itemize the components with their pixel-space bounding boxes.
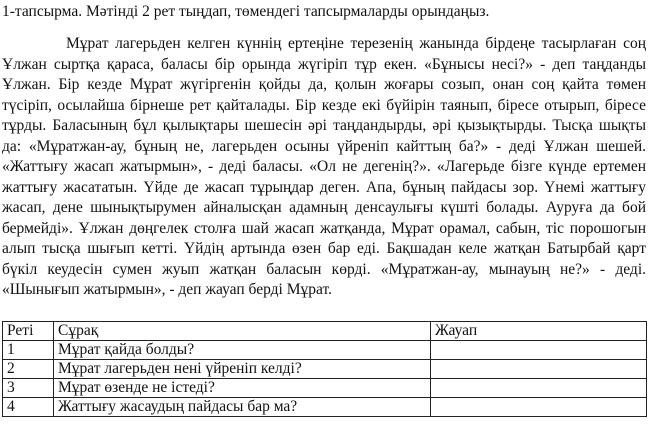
row-answer: [431, 379, 647, 398]
table-header-row: [3, 322, 647, 341]
questions-table: [2, 321, 647, 417]
row-number: 3: [3, 379, 54, 398]
passage-text: Мұрат лагерьден келген күннің ертеңіне терезенің жанында бірдеңе тасырлаған соң Ұлжан сыртқа қараса, баласы бір орында жүгіріп тұр екен. «Бұнысы несі?» - деп таңданды Ұлжан. Бір кезде Мұрат жүгіргенін қойды да, қолын жоғары созып, онан соң қайта төмен түсіріп, осылайша бірнеше рет қайталады. Бір кезде екі бүйірін таянып, біресе отырып, біресе тұрды. Баласының бұл қылықтары шешесін әрі таңдандырды, әрі қызықтырды. Тысқа шықты да: «Мұратжан-ау, бұның не, лагерьден осыны үйреніп кайттың ба?» - деді Ұлжан шешей. «Жаттығу жасап жатырмын», - деді баласы. «Ол не дегенің?». «Лагерьде бізге күнде ертемен жаттығу жасататын. Үйде де жасап тұрыңдар деген. Апа, бұның пайдасы зор. Үнемі жаттығу жасап, дене шынықтырумен айналысқан адамның денсаулығы күшті болады. Ауруға да бой бермейді». Ұлжан дөңгелек столға шай жасап жатқанда, Мұрат орамал, сабын, тіс порошогын алып тысқа шығып кетті. Үйдің артында өзен бар еді. Бақшадан келе жатқан Батырбай қарт бүкіл кеудесін сумен жуып жатқан баласын көрді. «Мұратжан-ау, мынауың не?» - деді. «Шынығып жатырмын», - деп жауап берді Мұрат.: [2, 35, 646, 298]
row-question: Мұрат қайда болды?: [54, 341, 431, 360]
table-row: [3, 398, 647, 417]
row-answer: [431, 341, 647, 360]
header-question: Сұрақ: [54, 322, 431, 341]
row-answer: [431, 398, 647, 417]
row-answer: [431, 360, 647, 379]
table-row: [3, 360, 647, 379]
header-number: Реті: [3, 322, 54, 341]
table-row: [3, 341, 647, 360]
header-answer: Жауап: [431, 322, 647, 341]
row-number: 4: [3, 398, 54, 417]
row-question: Мұрат лагерьден нені үйреніп келді?: [54, 360, 431, 379]
row-number: 1: [3, 341, 54, 360]
task-title: 1-тапсырма. Мәтінді 2 рет тыңдап, төмендегі тапсырмаларды орындаңыз.: [2, 3, 490, 20]
row-number: 2: [3, 360, 54, 379]
table-row: [3, 379, 647, 398]
row-question: Мұрат өзенде не істеді?: [54, 379, 431, 398]
row-question: Жаттығу жасаудың пайдасы бар ма?: [54, 398, 431, 417]
